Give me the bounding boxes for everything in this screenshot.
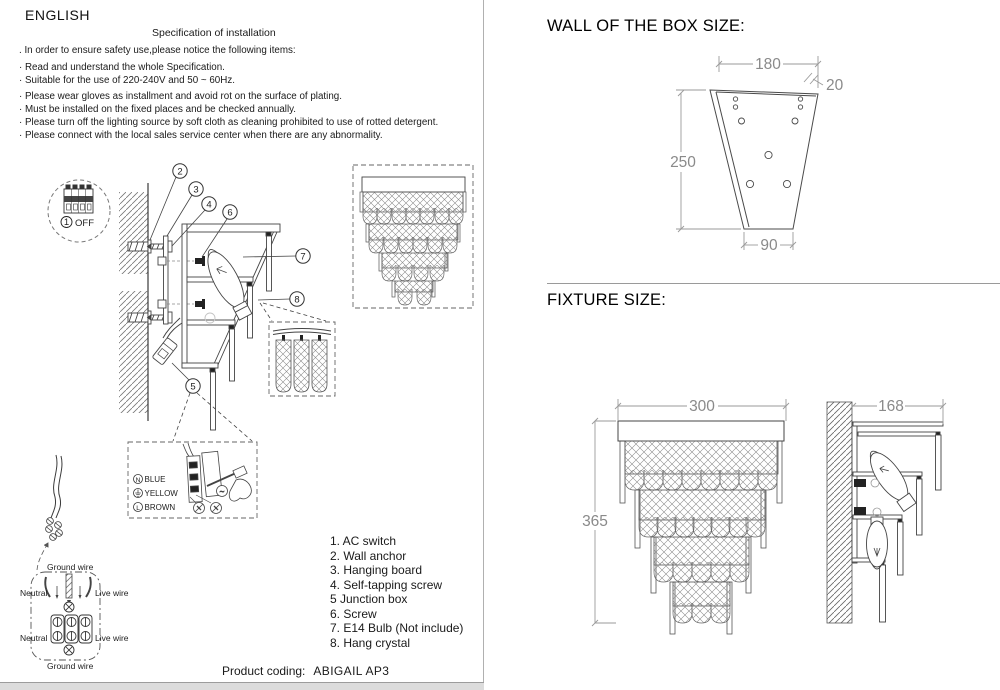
- live-symbol: L: [136, 504, 140, 512]
- bulb-upper: [862, 445, 920, 513]
- svg-text:~: ~: [219, 487, 225, 497]
- fixture-side-view: [182, 224, 280, 430]
- fixture-front-inset: [353, 165, 473, 308]
- page-bottom-edge: [0, 682, 484, 690]
- fixture-size-drawing: [540, 330, 1000, 630]
- ground-wire-bottom-label: Ground wire: [47, 661, 94, 671]
- ground-wire-top-label: Ground wire: [47, 562, 94, 572]
- wiring-inset: [128, 442, 257, 518]
- part-item: 2. Wall anchor: [330, 548, 407, 563]
- ac-switch-inset: [48, 180, 110, 242]
- callout-5: 5: [190, 381, 196, 393]
- callout-4: 4: [206, 199, 212, 211]
- mains-cable: [37, 455, 62, 570]
- product-coding-label: Product coding:: [222, 664, 306, 678]
- dim-top-width: 180: [755, 56, 781, 73]
- part-item: 5 Junction box: [330, 592, 408, 606]
- neutral-color-label: BLUE: [144, 475, 166, 484]
- dim-thickness: 20: [826, 77, 844, 94]
- safety-item: · Must be installed on the fixed places and be checked annually.: [19, 104, 297, 115]
- safety-item: · Please connect with the local sales service center when there are any abnormality.: [19, 130, 383, 141]
- junction-box: [152, 318, 182, 365]
- live-wire-bottom-label: Live wire: [95, 633, 129, 643]
- safety-item: · Read and understand the whole Specification.: [19, 62, 225, 73]
- dim-height: 250: [670, 154, 696, 171]
- product-coding-value: ABIGAIL AP3: [313, 664, 390, 678]
- part-item: 8. Hang crystal: [330, 635, 411, 650]
- switch-callout-number: 1: [63, 217, 70, 228]
- part-item: 6. Screw: [330, 606, 377, 621]
- junction-wiring-diagram: [20, 562, 129, 671]
- dim-fixture-width: 300: [689, 398, 715, 415]
- installation-diagram: [0, 140, 483, 680]
- earth-color-label: YELLOW: [144, 489, 178, 498]
- terminal-connector-illustration: [183, 443, 251, 514]
- language-heading: ENGLISH: [25, 7, 90, 23]
- wall-box-drawing: [540, 45, 1000, 260]
- fixture-side-view-dim: [827, 402, 943, 623]
- switch-off-label: OFF: [75, 218, 94, 229]
- safety-item: · Please wear gloves as installment and avoid rot on the surface of plating.: [19, 91, 342, 102]
- callout-2: 2: [177, 166, 183, 178]
- mounting-holes: [733, 97, 802, 188]
- callout-3: 3: [193, 184, 199, 196]
- safety-item: · Suitable for the use of 220-240V and 50 ~ 60Hz.: [19, 75, 235, 86]
- dim-bottom-width: 90: [760, 237, 778, 254]
- wall: [119, 183, 148, 421]
- terminal-block: [51, 615, 92, 643]
- neutral-top-label: Neutral: [20, 588, 48, 598]
- part-item: 4. Self-tapping screw: [330, 577, 443, 592]
- callout-8: 8: [294, 294, 300, 306]
- section-divider: [547, 283, 1000, 284]
- wall-box-size-title: WALL OF THE BOX SIZE:: [547, 17, 745, 35]
- callout-7: 7: [300, 251, 306, 263]
- fixture-front-view: [618, 421, 784, 634]
- dim-fixture-depth: 168: [878, 398, 904, 415]
- bulb-lower: [867, 517, 888, 569]
- section-subtitle: Specification of installation: [152, 27, 276, 39]
- neutral-bottom-label: Neutral: [20, 633, 48, 643]
- hang-crystal-inset: [269, 322, 335, 396]
- neutral-symbol: N: [135, 476, 141, 484]
- wire-nuts: [46, 518, 63, 541]
- callout-6: 6: [227, 207, 233, 219]
- circuit-breaker-icon: [64, 185, 93, 213]
- live-wire-top-label: Live wire: [95, 588, 129, 598]
- hanging-board: [164, 236, 169, 324]
- safety-item: . In order to ensure safety use,please notice the following items:: [19, 45, 296, 56]
- safety-instructions: [19, 44, 479, 142]
- dimensions: [676, 56, 823, 250]
- dim-fixture-height: 365: [582, 513, 608, 530]
- part-item: 3. Hanging board: [330, 563, 423, 577]
- part-item: 1. AC switch: [330, 534, 397, 548]
- part-item: 7. E14 Bulb (Not include): [330, 621, 464, 635]
- earth-symbol: [135, 490, 141, 497]
- live-color-label: BROWN: [144, 503, 176, 512]
- fixture-size-title: FIXTURE SIZE:: [547, 291, 667, 309]
- safety-item: · Please turn off the lighting source by soft cloth as cleaning prohibited to use of rotted detergent.: [19, 117, 439, 128]
